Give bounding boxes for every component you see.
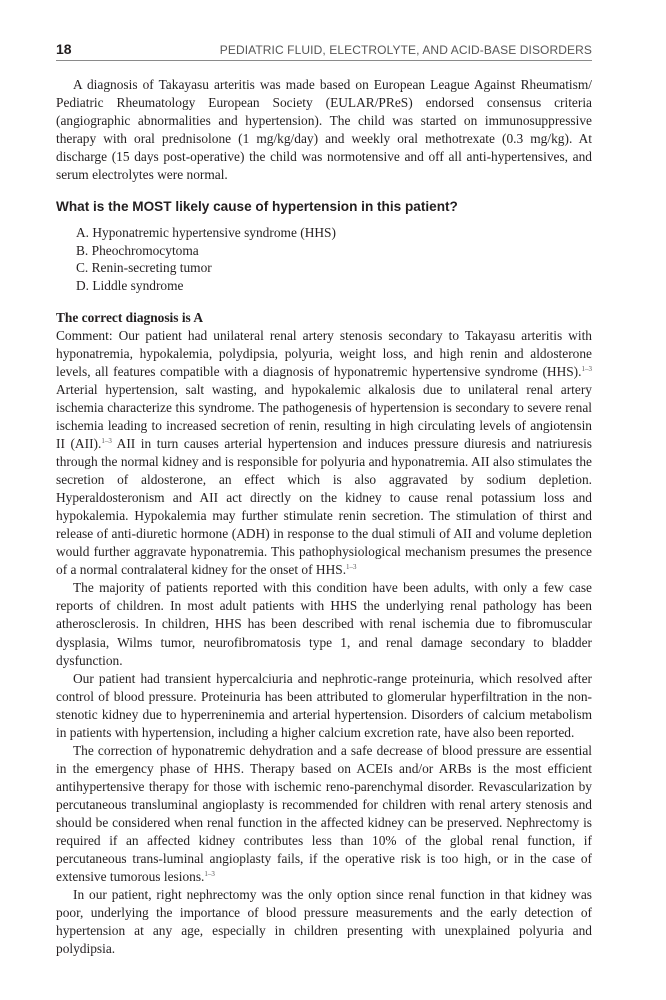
citation-ref: 1–3	[101, 436, 112, 445]
answer-heading: The correct diagnosis is A	[56, 309, 204, 325]
running-title: PEDIATRIC FLUID, ELECTROLYTE, AND ACID-BASE DISORDERS	[219, 43, 592, 57]
page-number: 18	[56, 41, 72, 57]
citation-ref: 1–3	[346, 563, 357, 572]
comment-p2b-text: AII in turn causes arterial hypertension and induces pressure diuresis and natriuresis through the normal kidney and is responsible for polyuria and hyponatremia. AII also stimulates the secretion of aldosterone, an effect which is also aggravated by sodium depletion. Hyperaldosteronism and AII act directly on the kidney to cause renal potassium loss and hypokalemia. Hypokalemia may further stimulate renin secretion. The stimulation of thirst and release of anti-diuretic hormone (ADH) in response to the dual stimuli of AII and volume depletion would further aggravate hyponatremia. This pathophysiological mechanism presumes the presence of a normal contralateral kidney for the onset of HHS.	[56, 435, 592, 578]
citation-ref: 1–3	[581, 364, 592, 373]
comment-paragraph-3: The majority of patients reported with this condition have been adults, with only a few case reports of children. In most adult patients with HHS the underlying renal pathology has been atherosclerosis. In children, HHS has been described with renal ischemia due to fibromuscular dysplasia, Wilms tumor, neurofibromatosis type 1, and renal damage secondary to bladder dysfunction.	[56, 580, 592, 668]
page-header	[56, 40, 592, 62]
option-b: B. Pheochromocytoma	[76, 242, 199, 258]
header-rule	[56, 60, 592, 61]
question-heading: What is the MOST likely cause of hypertension in this patient?	[56, 199, 458, 215]
answer-options	[56, 224, 592, 294]
comment-paragraph-5	[56, 742, 592, 886]
option-c: C. Renin-secreting tumor	[76, 260, 212, 276]
page-body	[56, 76, 592, 958]
comment-p1-text: Comment: Our patient had unilateral renal artery stenosis secondary to Takayasu arteritis with hyponatremia, hypokalemia, polydipsia, polyuria, weight loss, and high renin and aldosterone levels, all features compatible with a diagnosis of hyponatremic hypertensive syndrome (HHS).	[56, 327, 592, 379]
comment-p2-text: Arterial hypertension, salt wasting, and hypokalemic alkalosis due to unilateral renal artery ischemia characterize this syndrome. The pathogenesis of hypertension is secondary to severe renal ischemia leading to increased secretion of renin, resulting in high circulating levels of angiotensin II (AII).	[56, 381, 592, 451]
comment-paragraph-4: Our patient had transient hypercalciuria and nephrotic-range proteinuria, which resolved after control of blood pressure. Proteinuria has been attributed to glomerular hyperfiltration in the non-stenotic kidney due to hyperreninemia and arterial hypertension. Disorders of calcium metabolism in patients with hypertension, including a higher calcium excretion rate, have also been reported.	[56, 670, 592, 740]
comment-paragraph-6: In our patient, right nephrectomy was the only option since renal function in that kidney was poor, underlying the importance of blood pressure measurements and the early detection of hypertension at any age, especially in children presenting with unexplained polyuria and polydipsia.	[56, 887, 592, 957]
citation-ref: 1–3	[204, 870, 215, 879]
comment-p5-text: The correction of hyponatremic dehydration and a safe decrease of blood pressure are essential in the emergency phase of HHS. Therapy based on ACEIs and/or ARBs is the most efficient antihypertensive therapy for those with ischemic reno-parenchymal disorder. Revascularization by percutaneous transluminal angioplasty is recommended for children with renal artery stenosis and should be considered when renal function in the affected kidney can be preserved. Nephrectomy is required if an affected kidney contributes less than 10% of the global renal function, if percutaneous trans-luminal angioplasty fails, if the operative risk is too high, or in the case of extensive tumorous lesions.	[56, 742, 592, 885]
intro-paragraph: A diagnosis of Takayasu arteritis was made based on European League Against Rheumatism/ Pediatric Rheumatology European Society (EULAR/PReS) endorsed consensus criteria (angiographic abnormalities and hypertension). The child was started on immunosuppressive therapy with oral prednisolone (1 mg/kg/day) and weekly oral methotrexate (0.3 mg/kg). At discharge (15 days post-operative) the child was normotensive and off all anti-hypertensives, and serum electrolytes were normal.	[56, 77, 592, 183]
option-a: A. Hyponatremic hypertensive syndrome (HHS)	[76, 225, 336, 241]
option-d: D. Liddle syndrome	[76, 278, 184, 294]
comment-paragraph-1	[56, 327, 592, 580]
